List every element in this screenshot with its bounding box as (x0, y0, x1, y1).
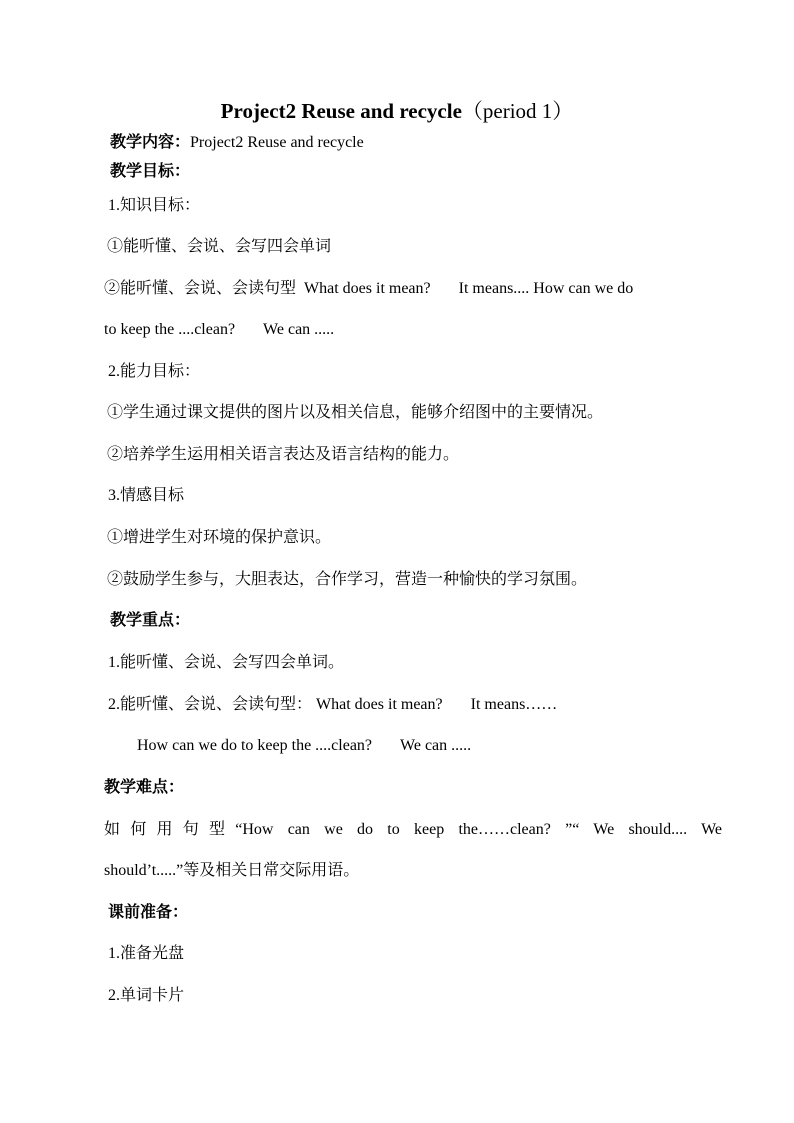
page-title (0, 98, 794, 124)
knowledge-item-2-question: What does it mean? (304, 280, 431, 297)
key-points-item-2-cn: 2.能听懂、会说、会读句型： (108, 696, 313, 713)
key-points-label: 教学重点： (110, 612, 191, 629)
knowledge-heading: 1.知识目标： (108, 197, 201, 214)
knowledge-item-2-answer: It means.... How can we do (458, 280, 634, 297)
difficulties-line-2: should’t.....”等及相关日常交际用语。 (104, 862, 360, 879)
preparation-label: 课前准备： (108, 904, 189, 921)
knowledge-item-2-cont-b: We can ..... (263, 321, 335, 338)
objectives-label: 教学目标： (110, 163, 191, 180)
preparation-item-1: 1.准备光盘 (108, 945, 185, 962)
knowledge-item-2 (104, 279, 633, 299)
key-points-item-2 (108, 695, 557, 715)
emotion-item-1: ①增进学生对环境的保护意识。 (107, 529, 332, 546)
key-points-item-2-question: What does it mean? (316, 696, 443, 713)
key-points-item-1: 1.能听懂、会说、会写四会单词。 (108, 654, 345, 671)
knowledge-item-2-cn: ②能听懂、会说、会读句型 (104, 280, 297, 297)
emotion-item-2: ②鼓励学生参与，大胆表达，合作学习，营造一种愉快的学习氛围。 (107, 571, 588, 588)
content-text: Project2 Reuse and recycle (190, 134, 364, 151)
key-points-item-2-answer: It means…… (470, 696, 558, 713)
ability-item-1: ①学生通过课文提供的图片以及相关信息，能够介绍图中的主要情况。 (107, 404, 604, 421)
key-points-item-2-cont-b: We can ..... (400, 737, 472, 754)
content-label: 教学内容： (110, 134, 191, 151)
ability-heading: 2.能力目标： (108, 363, 201, 380)
knowledge-item-2-continued (104, 320, 334, 340)
key-points-item-2-cont-a: How can we do to keep the ....clean? (137, 737, 373, 754)
title-main: Project2 Reuse and recycle (220, 99, 462, 123)
knowledge-item-1: ①能听懂、会说、会写四会单词 (107, 238, 332, 255)
content-row (110, 133, 364, 153)
difficulties-line-1: 如何用句型“How can we do to keep the……clean? ”“ We should.... We (104, 821, 722, 838)
preparation-item-2: 2.单词卡片 (108, 987, 185, 1004)
emotion-heading: 3.情感目标 (108, 487, 185, 504)
title-period: （period 1） (461, 99, 574, 123)
ability-item-2: ②培养学生运用相关语言表达及语言结构的能力。 (107, 446, 460, 463)
knowledge-item-2-cont-a: to keep the ....clean? (104, 321, 236, 338)
key-points-item-2-continued (137, 736, 471, 756)
difficulties-label: 教学难点： (104, 779, 185, 796)
